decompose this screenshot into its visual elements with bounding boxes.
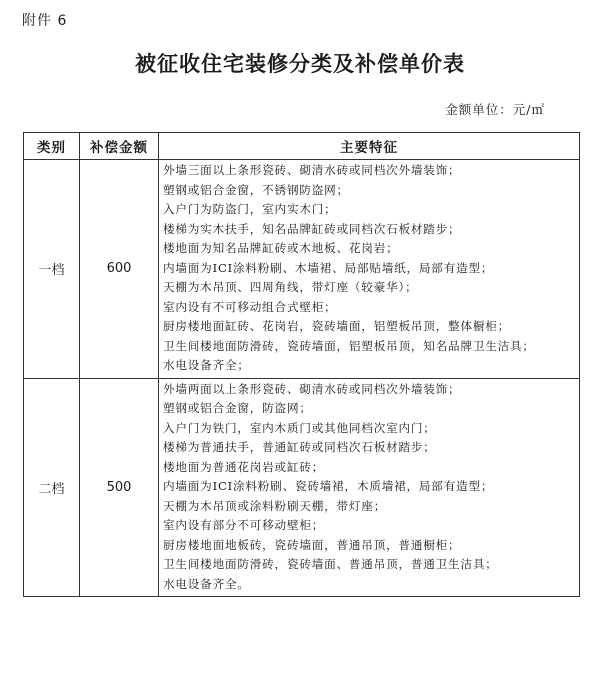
category-cell: 一档 [24, 160, 80, 379]
feature-item: 卫生间楼地面防滑砖，瓷砖墙面，铝塑板吊顶，知名品牌卫生洁具； [163, 338, 535, 353]
amount-unit-note: 金额单位：元/㎡ [445, 102, 545, 117]
feature-item: 外墙三面以上条形瓷砖、砌清水砖或同档次外墙装饰； [163, 163, 461, 177]
feature-item: 入户门为铁门，室内木质门或其他同档次室内门； [163, 420, 436, 435]
amount-cell: 500 [80, 378, 159, 597]
table-row [24, 160, 580, 379]
column-header-amount: 补偿金额 [80, 133, 159, 160]
feature-item: 楼地面为普通花岗岩或缸砖； [163, 459, 325, 474]
column-header-category: 类别 [24, 133, 80, 160]
feature-item: 卫生间楼地面防滑砖，瓷砖墙面、普通吊顶，普通卫生洁具； [163, 557, 498, 571]
feature-item: 内墙面为ICI涂料粉刷、瓷砖墙裙，木质墙裙，局部有造型； [163, 479, 494, 493]
features-cell [159, 160, 580, 379]
column-header-features: 主要特征 [159, 133, 580, 160]
feature-item: 室内设有不可移动组合式壁柜； [163, 299, 337, 314]
feature-item: 厨房楼地面地板砖，瓷砖墙面，普通吊顶，普通橱柜； [163, 537, 461, 552]
document-title: 被征收住宅装修分类及补偿单价表 [135, 51, 465, 76]
feature-item: 水电设备齐全； [163, 358, 250, 372]
features-cell [159, 378, 580, 597]
feature-item: 楼梯为普通扶手，普通缸砖或同档次石板材踏步； [163, 440, 436, 454]
feature-item: 塑钢或铝合金窗，不锈钢防盗网； [163, 182, 349, 197]
feature-item: 水电设备齐全。 [163, 576, 250, 591]
feature-item: 楼地面为知名品牌缸砖或木地板、花岗岩； [163, 241, 399, 255]
feature-item: 塑钢或铝合金窗，防盗网； [163, 401, 312, 415]
feature-item: 厨房楼地面缸砖、花岗岩，瓷砖墙面，铝塑板吊顶，整体橱柜； [163, 319, 511, 333]
amount-cell: 600 [80, 160, 159, 379]
feature-item: 内墙面为ICI涂料粉刷、木墙裙、局部贴墙纸，局部有造型； [163, 260, 494, 275]
attachment-label: 附件 6 [22, 13, 68, 29]
feature-item: 入户门为防盗门，室内实木门； [163, 202, 337, 216]
compensation-table [23, 132, 580, 597]
table-header-row [24, 133, 580, 160]
feature-item: 天棚为木吊顶、四周角线，带灯座（较豪华）； [163, 280, 418, 294]
feature-item: 室内设有部分不可移动壁柜； [163, 518, 325, 532]
feature-item: 外墙两面以上条形瓷砖、砌清水砖或同档次外墙装饰； [163, 381, 461, 396]
feature-item: 天棚为木吊顶或涂料粉刷天棚，带灯座； [163, 498, 387, 513]
table-row [24, 378, 580, 597]
category-cell: 二档 [24, 378, 80, 597]
feature-item: 楼梯为实木扶手，知名品牌缸砖或同档次石板材踏步； [163, 221, 461, 236]
